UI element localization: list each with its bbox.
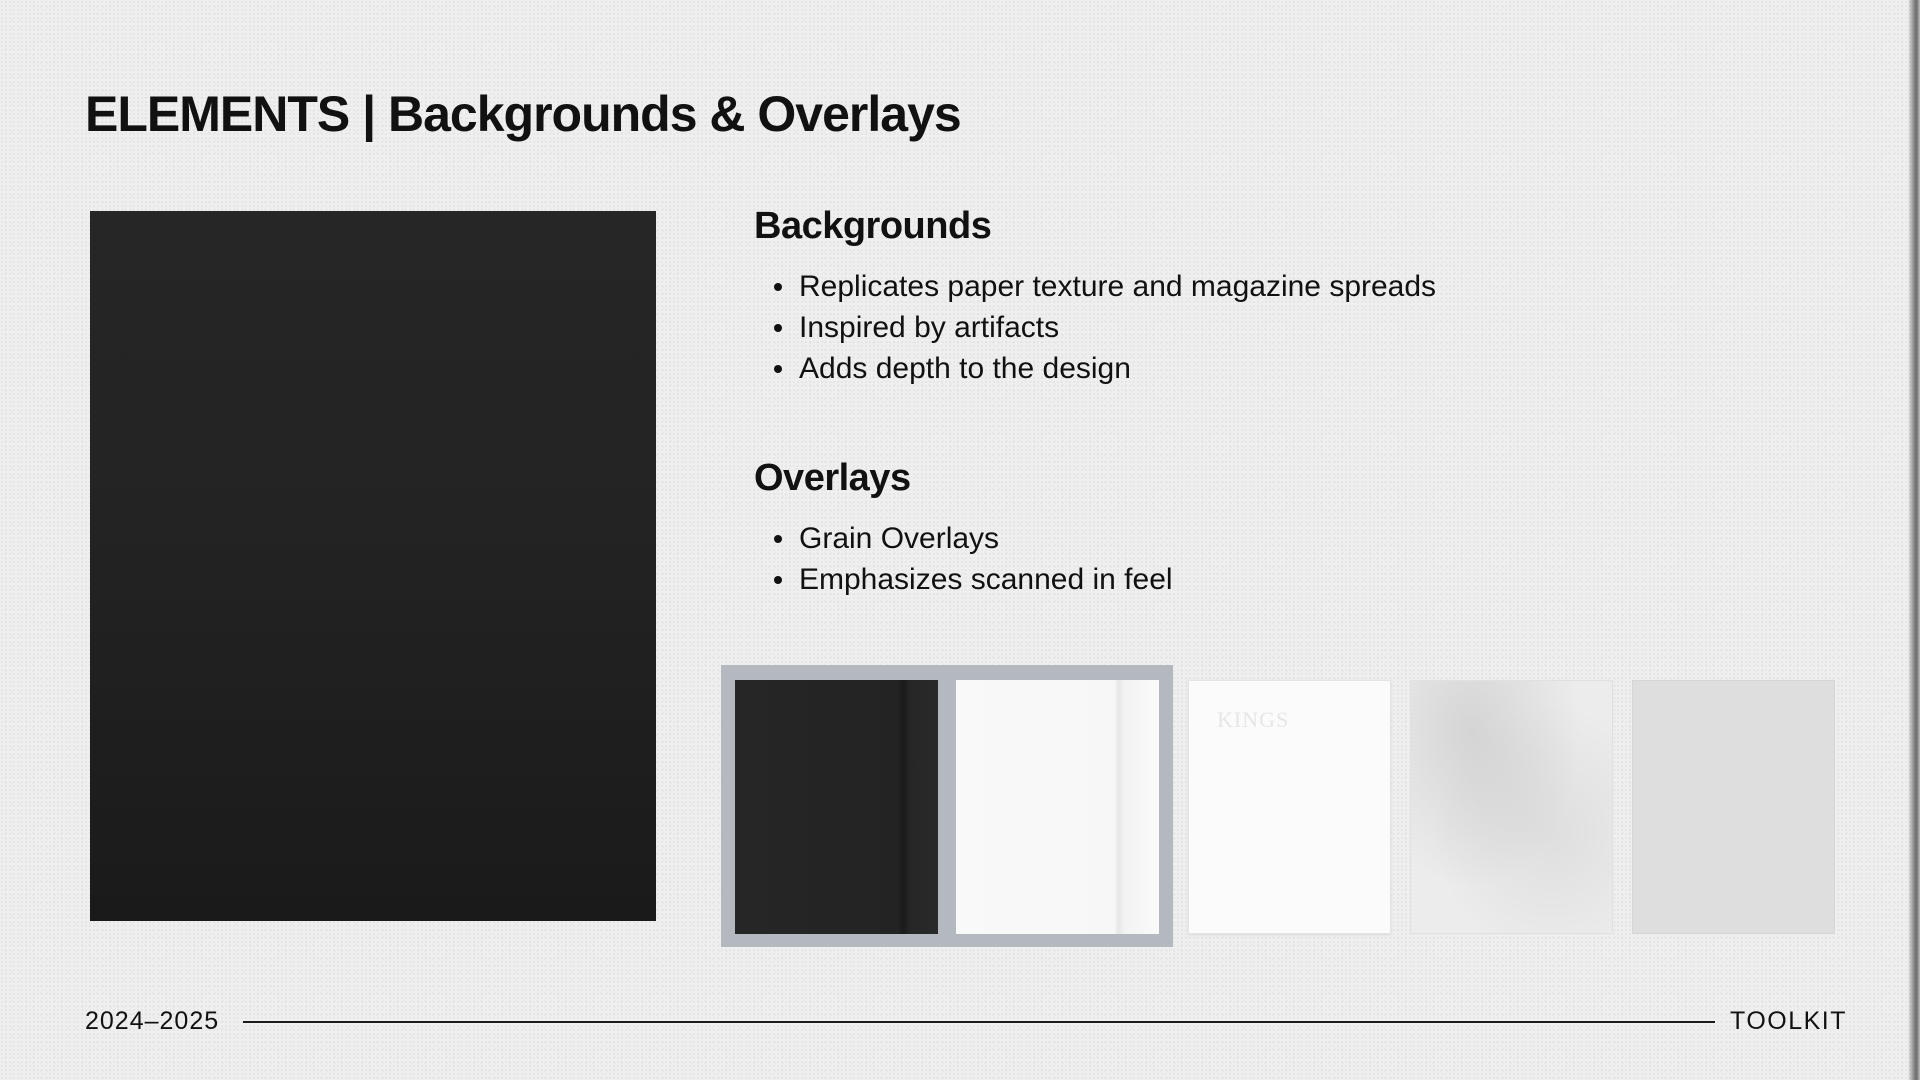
- list-item: Grain Overlays: [799, 518, 1173, 559]
- page-edge-shadow: [1908, 0, 1920, 1080]
- swatch-magazine-spread[interactable]: [1188, 680, 1391, 934]
- footer-year: 2024–2025: [85, 1007, 220, 1035]
- backgrounds-list: [754, 266, 1436, 389]
- overlays-list: [754, 518, 1173, 600]
- list-item: Adds depth to the design: [799, 348, 1436, 389]
- backgrounds-section: [754, 200, 1436, 389]
- swatch-white-paper[interactable]: [956, 680, 1159, 934]
- overlays-section: [754, 452, 1173, 600]
- list-item: Emphasizes scanned in feel: [799, 559, 1173, 600]
- overlays-heading: Overlays: [754, 457, 911, 499]
- list-item: Replicates paper texture and magazine spreads: [799, 266, 1436, 307]
- dark-background-preview: [90, 211, 656, 921]
- swatch-dark-paper[interactable]: [735, 680, 938, 934]
- swatch-grey-grain[interactable]: [1410, 680, 1613, 934]
- magazine-masthead: KINGS: [1217, 707, 1290, 732]
- footer-label: TOOLKIT: [1730, 1007, 1848, 1035]
- backgrounds-heading: Backgrounds: [754, 205, 992, 247]
- footer-divider: [243, 1021, 1715, 1023]
- swatch-light-grey-paper[interactable]: [1632, 680, 1835, 934]
- page-title: ELEMENTS | Backgrounds & Overlays: [85, 86, 961, 142]
- list-item: Inspired by artifacts: [799, 307, 1436, 348]
